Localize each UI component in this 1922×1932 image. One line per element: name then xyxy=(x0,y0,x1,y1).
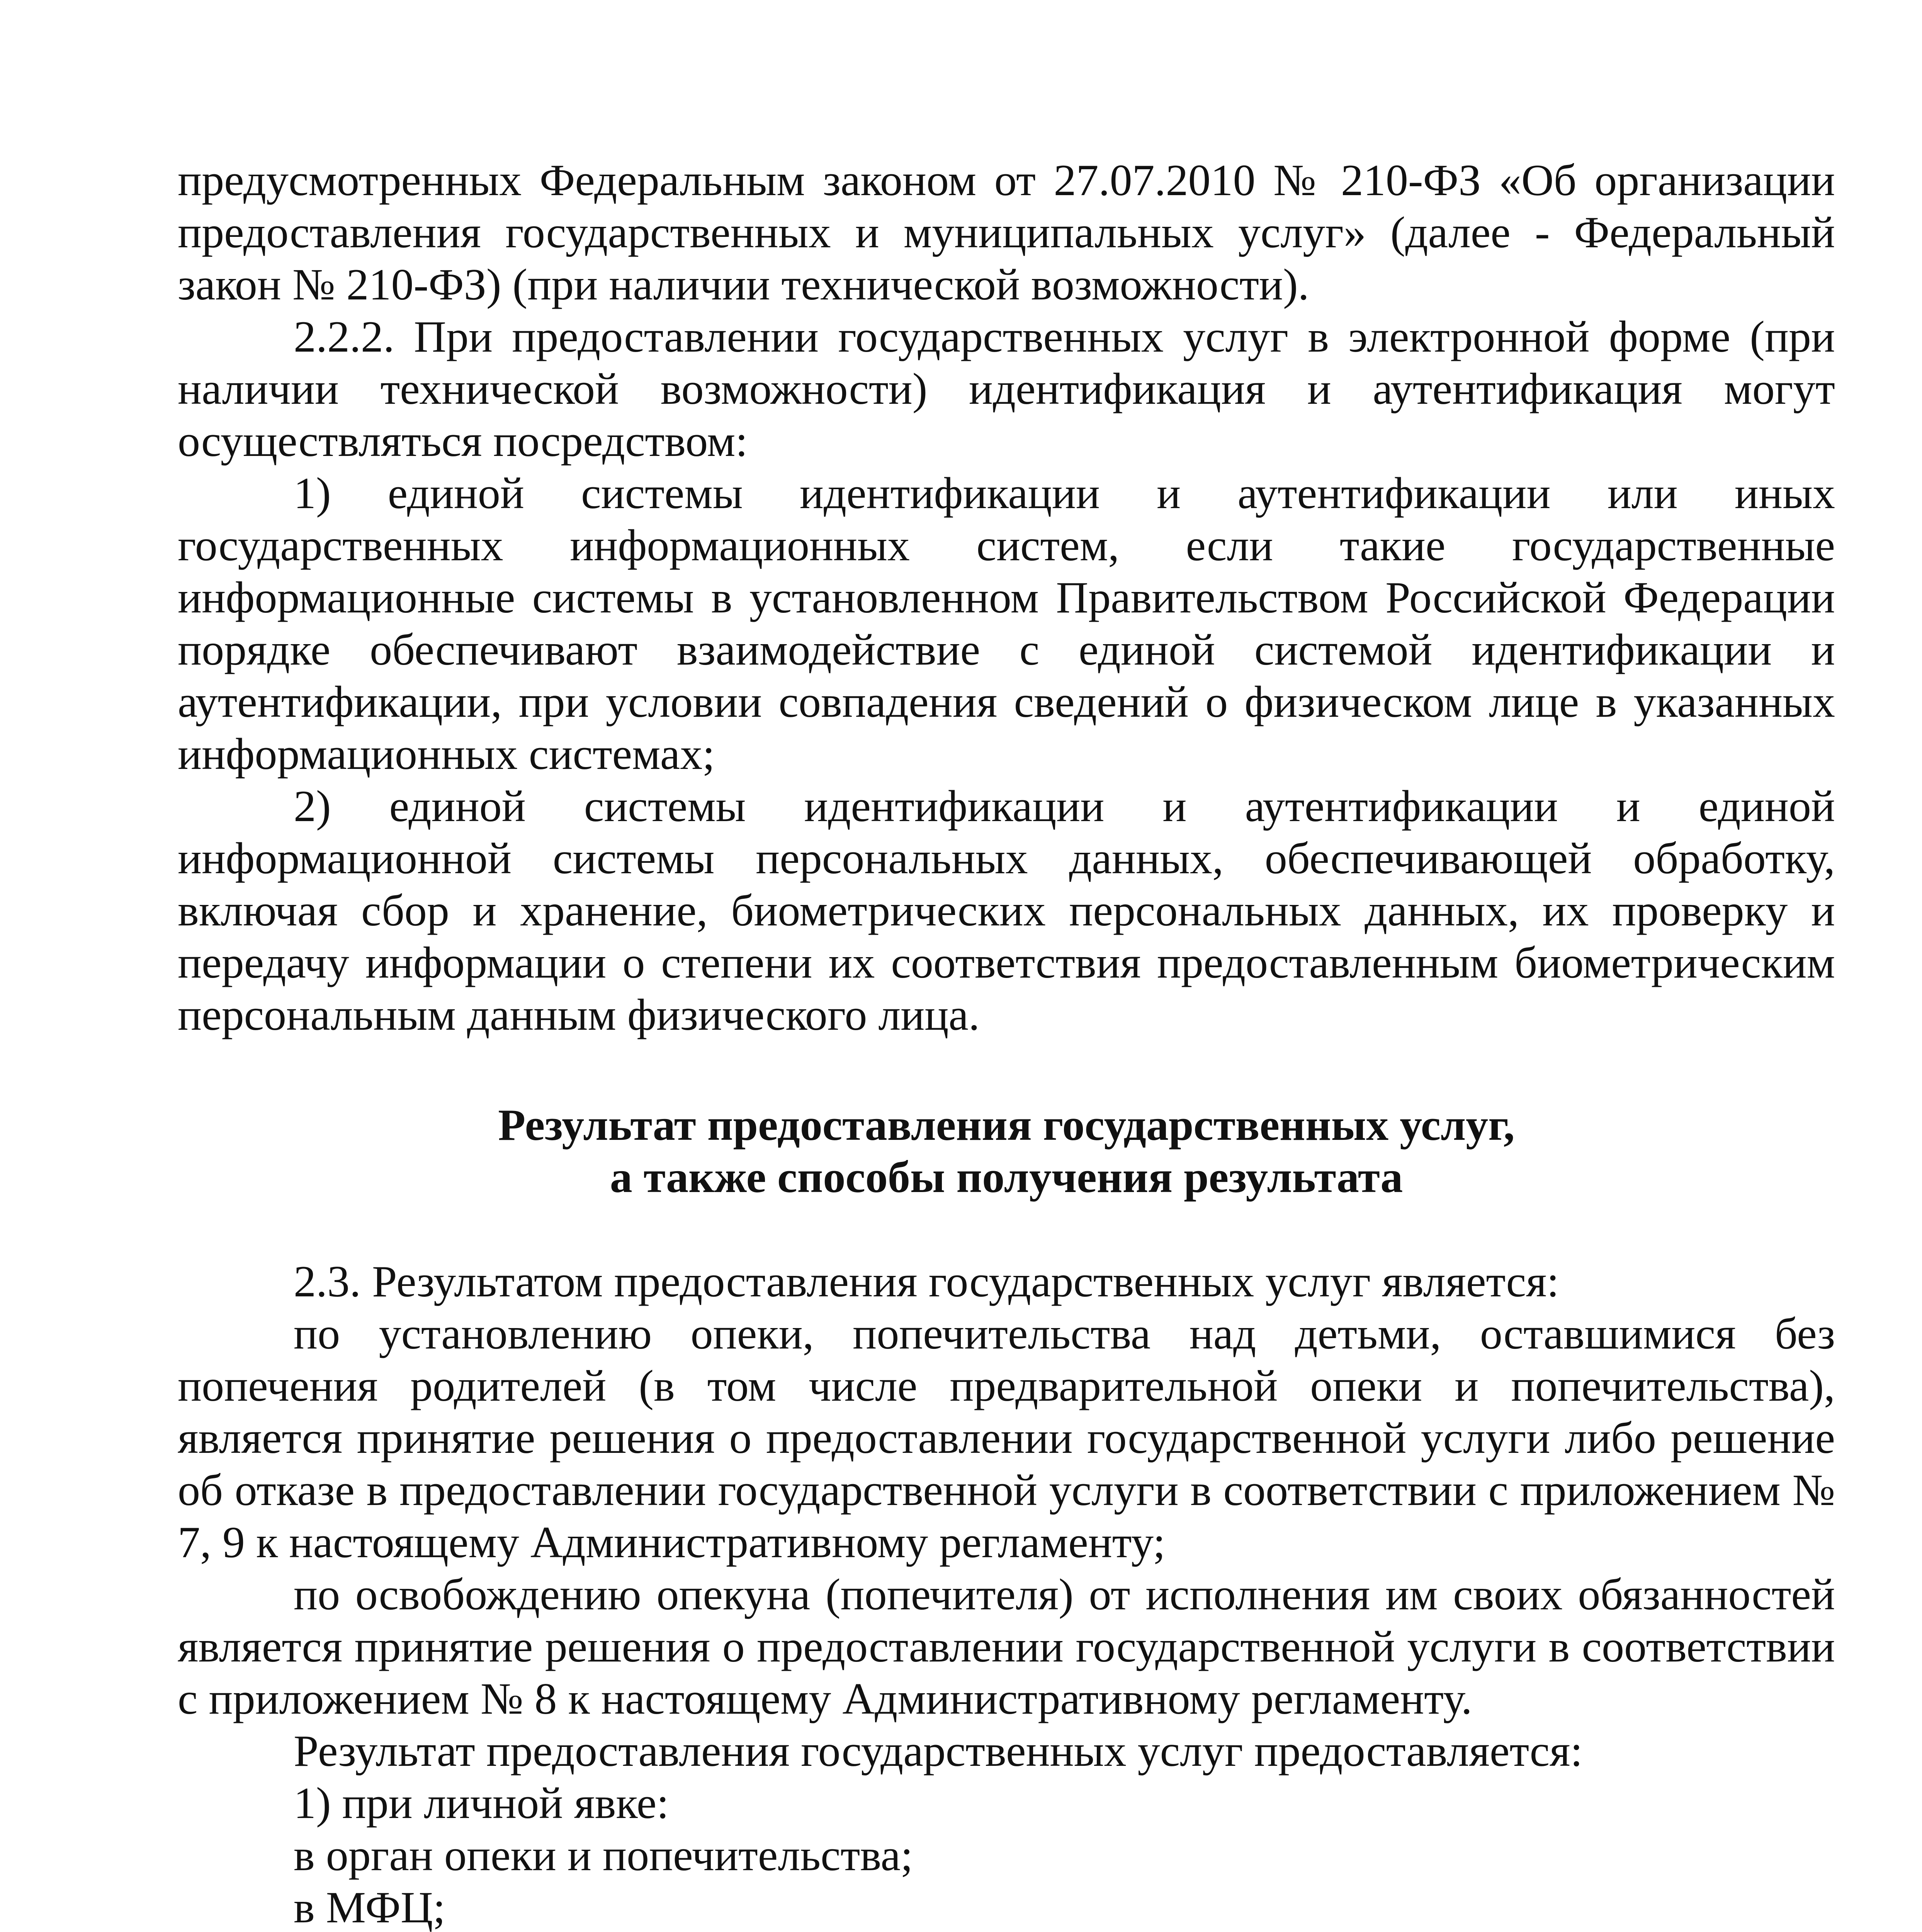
result-provided-paragraph: Результат предоставления государственных услуг предоставляется: xyxy=(294,1726,1583,1776)
result-release-paragraph: по освобождению опекуна (попечителя) от исполнения им своих обязанностей является принятие решения о предоставлении государственной услуги в соответствии с приложением № 8 к настоящему Административному регламенту. xyxy=(178,1570,1835,1724)
section-heading-result-line-2: а также способы получения результата xyxy=(610,1153,1403,1202)
continuation-paragraph: предусмотренных Федеральным законом от 27.07.2010 № 210-ФЗ «Об организации предоставления государственных и муниципальных услуг» (далее - Федеральный закон № 210-ФЗ) (при наличии технической возможности). xyxy=(178,156,1835,310)
method-guardianship-authority: в орган опеки и попечительства; xyxy=(294,1831,913,1880)
spacer xyxy=(178,1204,1835,1256)
paragraph-2-3: 2.3. Результатом предоставления государственных услуг является: xyxy=(294,1257,1559,1306)
document-page xyxy=(178,155,1835,1932)
result-guardianship-paragraph: по установлению опеки, попечительства над детьми, оставшимися без попечения родителей (в том числе предварительной опеки и попечительства), является принятие решения о предоставлении государственной услуги либо решение об отказе в предоставлении государственной услуги в соответствии с приложением № 7, 9 к настоящему Административному регламенту; xyxy=(178,1309,1835,1567)
list-item-2: 2) единой системы идентификации и аутентификации и единой информационной системы персональных данных, обеспечивающей обработку, включая сбор и хранение, биометрических персональных данных, их проверку и передачу информации о степени их соответствия предоставленным биометрическим персональным данным физического лица. xyxy=(178,782,1835,1040)
spacer xyxy=(178,1041,1835,1099)
list-item-1: 1) единой системы идентификации и аутентификации или иных государственных информационных систем, если такие государственные информационные системы в установленном Правительством Российской Федерации порядке обеспечивают взаимодействие с единой системой идентификации и аутентификации, при условии совпадения сведений о физическом лице в указанных информационных системах; xyxy=(178,469,1835,779)
method-personal-visit: 1) при личной явке: xyxy=(294,1779,669,1828)
paragraph-2-2-2: 2.2.2. При предоставлении государственных услуг в электронной форме (при наличии технической возможности) идентификация и аутентификация могут осуществляться посредством: xyxy=(178,312,1835,466)
method-mfc: в МФЦ; xyxy=(294,1883,446,1932)
section-heading-result-line-1: Результат предоставления государственных услуг, xyxy=(498,1100,1515,1150)
